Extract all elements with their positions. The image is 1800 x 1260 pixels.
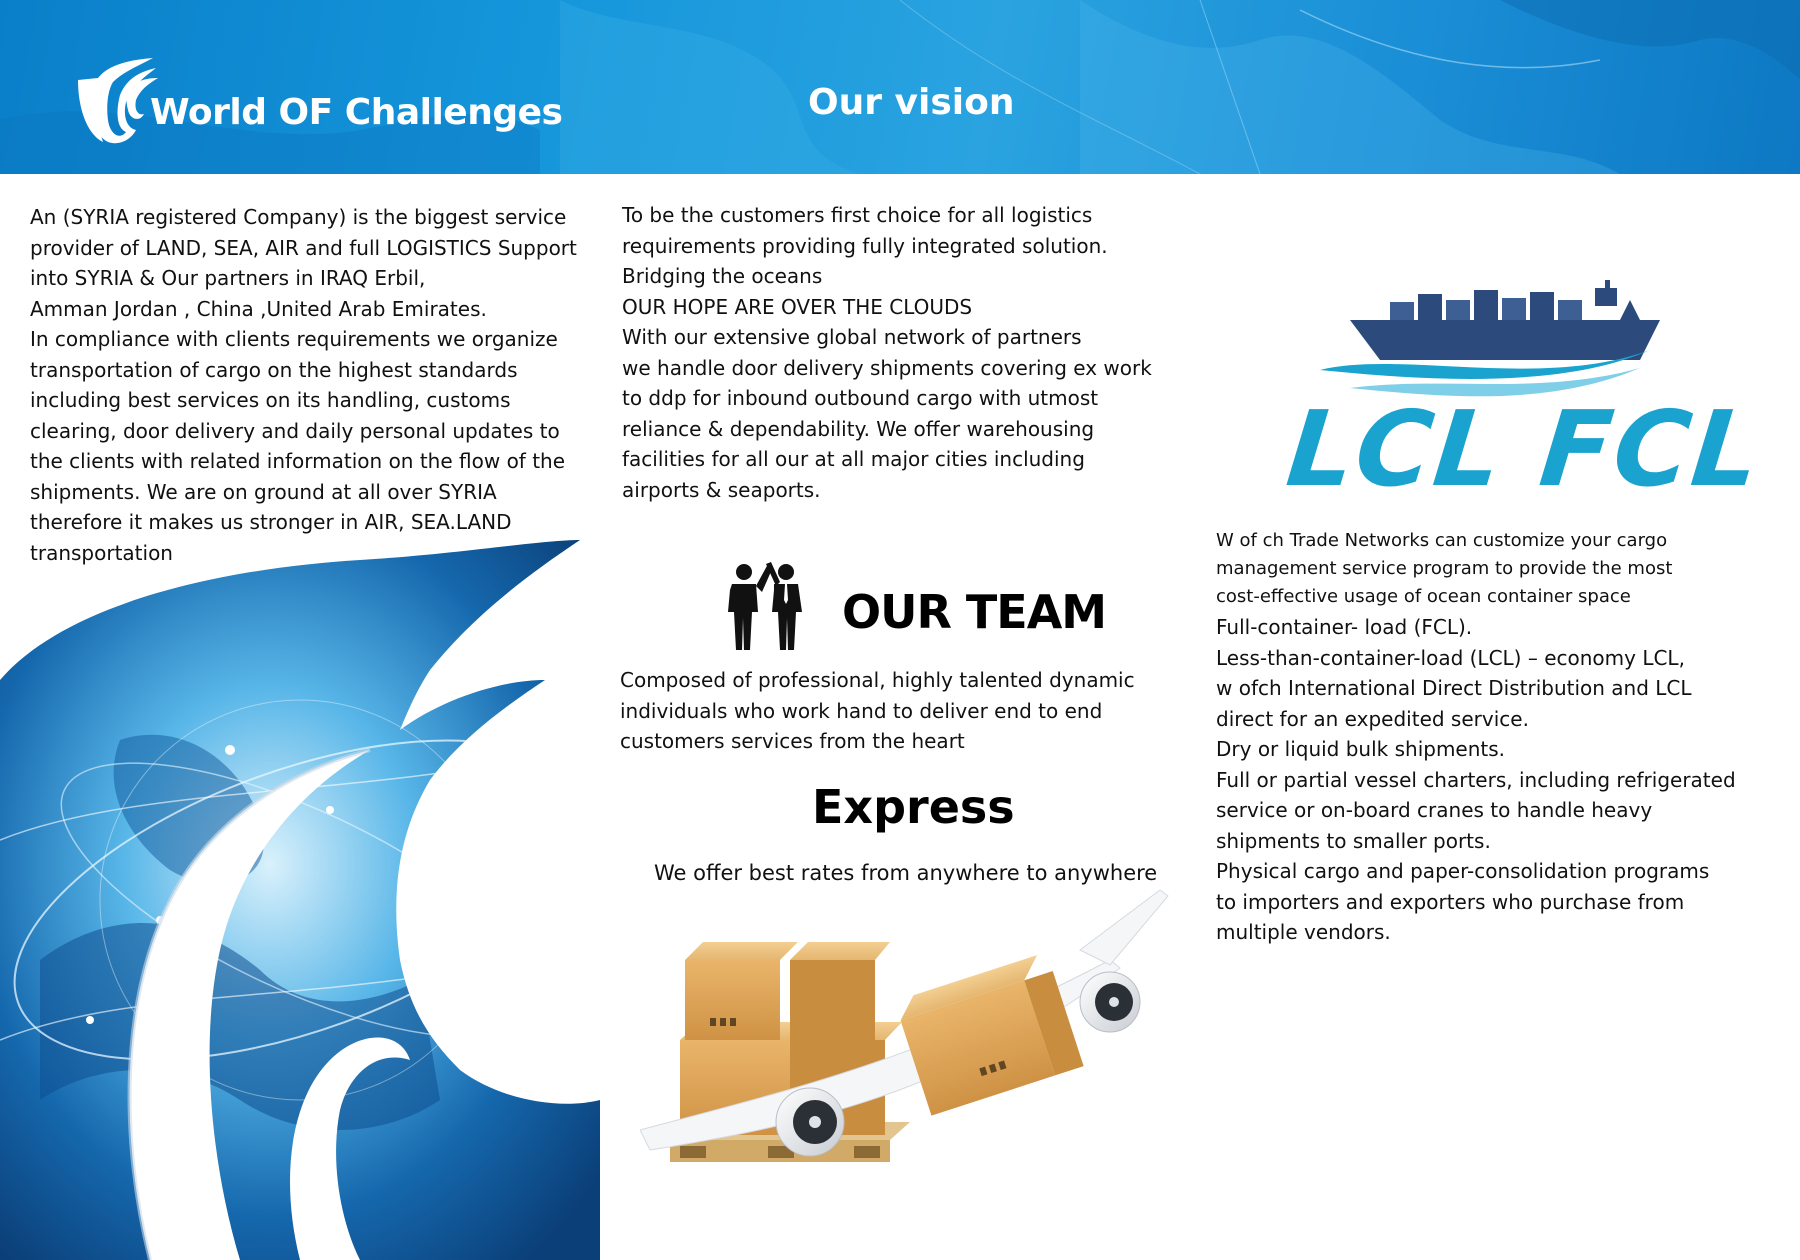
engine-left (776, 1088, 844, 1156)
services-intro-line: W of ch Trade Networks can customize your cargo (1216, 530, 1668, 551)
company-logo-icon (68, 50, 158, 150)
team-line: customers services from the heart (620, 729, 965, 753)
vision-line: facilities for all our at all major cities including (622, 447, 1085, 471)
services-line: Physical cargo and paper-consolidation programs (1216, 859, 1710, 883)
brand-title: World OF Challenges (150, 92, 563, 133)
vision-line: we handle door delivery shipments covering ex work (622, 355, 1152, 380)
team-line: Composed of professional, highly talented dynamic (620, 668, 1135, 692)
globe-logo-artwork (0, 540, 600, 1260)
services-intro-line: cost-effective usage of ocean container space (1216, 586, 1631, 607)
intro-line: Amman Jordan , China ,United Arab Emirates. (30, 296, 487, 321)
lcl-fcl-wordmark: LCL FCL (1281, 388, 1768, 510)
services-line: shipments to smaller ports. (1216, 828, 1491, 853)
team-heading: OUR TEAM (842, 585, 1107, 639)
vision-paragraph (622, 200, 1152, 505)
intro-line: therefore it makes us stronger in AIR, SEA.LAND (30, 510, 512, 534)
vision-line: requirements providing fully integrated solution. (622, 233, 1108, 258)
vision-line: reliance & dependability. We offer warehousing (622, 416, 1095, 441)
intro-line: shipments. We are on ground at all over SYRIA (30, 479, 497, 504)
services-intro-paragraph (1216, 527, 1672, 611)
services-line: Dry or liquid bulk shipments. (1216, 737, 1506, 761)
intro-line: transportation (30, 540, 173, 565)
cargo-boxes-plane-artwork (640, 890, 1200, 1220)
intro-line: into SYRIA & Our partners in IRAQ Erbil, (30, 266, 426, 290)
express-heading: Express (812, 780, 1015, 834)
vision-line: Bridging the oceans (622, 264, 823, 288)
services-line: to importers and exporters who purchase from (1216, 889, 1685, 914)
vision-line: OUR HOPE ARE OVER THE CLOUDS (622, 294, 973, 319)
vision-line: airports & seaports. (622, 477, 821, 502)
services-line: service or on-board cranes to handle heavy (1216, 798, 1653, 822)
team-people-icon (716, 560, 816, 652)
vision-heading: Our vision (808, 82, 1015, 123)
header-banner (0, 0, 1800, 174)
company-intro-paragraph (30, 202, 577, 568)
services-line: Full-container- load (FCL). (1216, 615, 1473, 639)
services-line: Less-than-container-load (LCL) – economy LCL, (1216, 645, 1685, 670)
services-line: Full or partial vessel charters, including refrigerated (1216, 767, 1736, 792)
intro-line: clearing, door delivery and daily personal updates to (30, 418, 560, 443)
intro-line: provider of LAND, SEA, AIR and full LOGISTICS Support (30, 235, 577, 260)
engine-right (1080, 972, 1140, 1032)
services-line: direct for an expedited service. (1216, 706, 1529, 731)
intro-line: An (SYRIA registered Company) is the biggest service (30, 205, 567, 229)
vision-line: to ddp for inbound outbound cargo with utmost (622, 386, 1099, 410)
intro-line: transportation of cargo on the highest standards (30, 357, 518, 382)
vision-line: To be the customers first choice for all logistics (622, 203, 1093, 227)
vision-line: With our extensive global network of partners (622, 325, 1082, 349)
team-paragraph (620, 665, 1135, 757)
intro-line: including best services on its handling, customs (30, 388, 511, 412)
intro-line: In compliance with clients requirements we organize (30, 327, 558, 351)
services-intro-line: management service program to provide the most (1216, 558, 1673, 579)
services-line: w ofch International Direct Distribution and LCL (1216, 676, 1692, 700)
express-subtitle: We offer best rates from anywhere to anywhere (654, 861, 1158, 885)
services-list (1216, 612, 1736, 948)
team-line: individuals who work hand to deliver end to end (620, 698, 1103, 723)
services-line: multiple vendors. (1216, 920, 1391, 944)
intro-line: the clients with related information on the flow of the (30, 449, 566, 473)
